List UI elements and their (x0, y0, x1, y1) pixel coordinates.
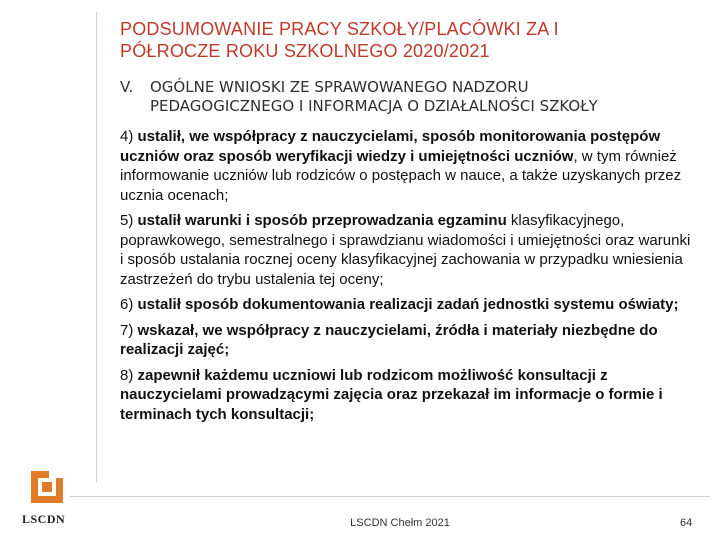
section-heading-line-2: PEDAGOGICZNEGO I INFORMACJA O DZIAŁALNOŚCI SZKOŁY (150, 97, 598, 115)
list-item (120, 211, 695, 289)
item-text: klasyfikacyjnego, poprawkowego, semestralnego i sprawdzianu wiadomości i umiejętności oraz warunki i sposób ustalania rocznej oceny klasyfikacyjnej zachowania w przypadku wniesienia zastrzeżeń do trybu ustalenia tej oceny; (120, 212, 691, 288)
lscdn-logo-icon (30, 470, 64, 504)
frame-line-horizontal (70, 496, 710, 497)
logo (22, 470, 74, 532)
section-heading (120, 78, 710, 116)
item-number: 8) (120, 366, 134, 384)
list-item (120, 295, 695, 315)
footer-text: LSCDN Chełm 2021 (350, 517, 450, 529)
list-item (120, 366, 695, 425)
item-bold-text: zapewnił każdemu uczniowi lub rodzicom możliwość konsultacji z nauczycielami prowadzącymi zajęcia oraz przekazał im informacje o formie i terminach tych konsultacji; (120, 366, 663, 423)
item-bold-text: wskazał, we współpracy z nauczycielami, źródła i materiały niezbędne do realizacji zajęć; (120, 321, 658, 358)
item-bold-text: ustalił warunki i sposób przeprowadzania egzaminu (137, 212, 507, 229)
list-item (120, 321, 695, 360)
slide-title-line-1: PODSUMOWANIE PRACY SZKOŁY/PLACÓWKI ZA I (120, 19, 559, 39)
page-number: 64 (680, 517, 693, 529)
item-number: 7) (120, 321, 134, 339)
section-heading-line-1: OGÓLNE WNIOSKI ZE SPRAWOWANEGO NADZORU (150, 78, 529, 96)
item-number: 6) (120, 296, 134, 313)
logo-text: LSCDN (22, 512, 66, 526)
slide-title (120, 18, 700, 62)
section-number: V. (120, 78, 134, 96)
item-bold-text: ustalił, we współpracy z nauczycielami, sposób monitorowania postępów uczniów oraz sposób weryfikacji wiedzy i umiejętności uczniów (120, 128, 661, 165)
items-list (120, 127, 695, 430)
frame-line-vertical (96, 12, 97, 482)
slide-title-line-2: PÓŁROCZE ROKU SZKOLNEGO 2020/2021 (120, 41, 490, 61)
item-bold-text: ustalił sposób dokumentowania realizacji zadań jednostki systemu oświaty; (137, 296, 679, 313)
item-number: 5) (120, 212, 134, 229)
list-item (120, 127, 695, 205)
item-number: 4) (120, 128, 134, 145)
item-text: , w tym również informowanie uczniów lub rodziców o postępach w nauce, a także uzyskanych przez ucznia ocenach; (120, 147, 682, 204)
